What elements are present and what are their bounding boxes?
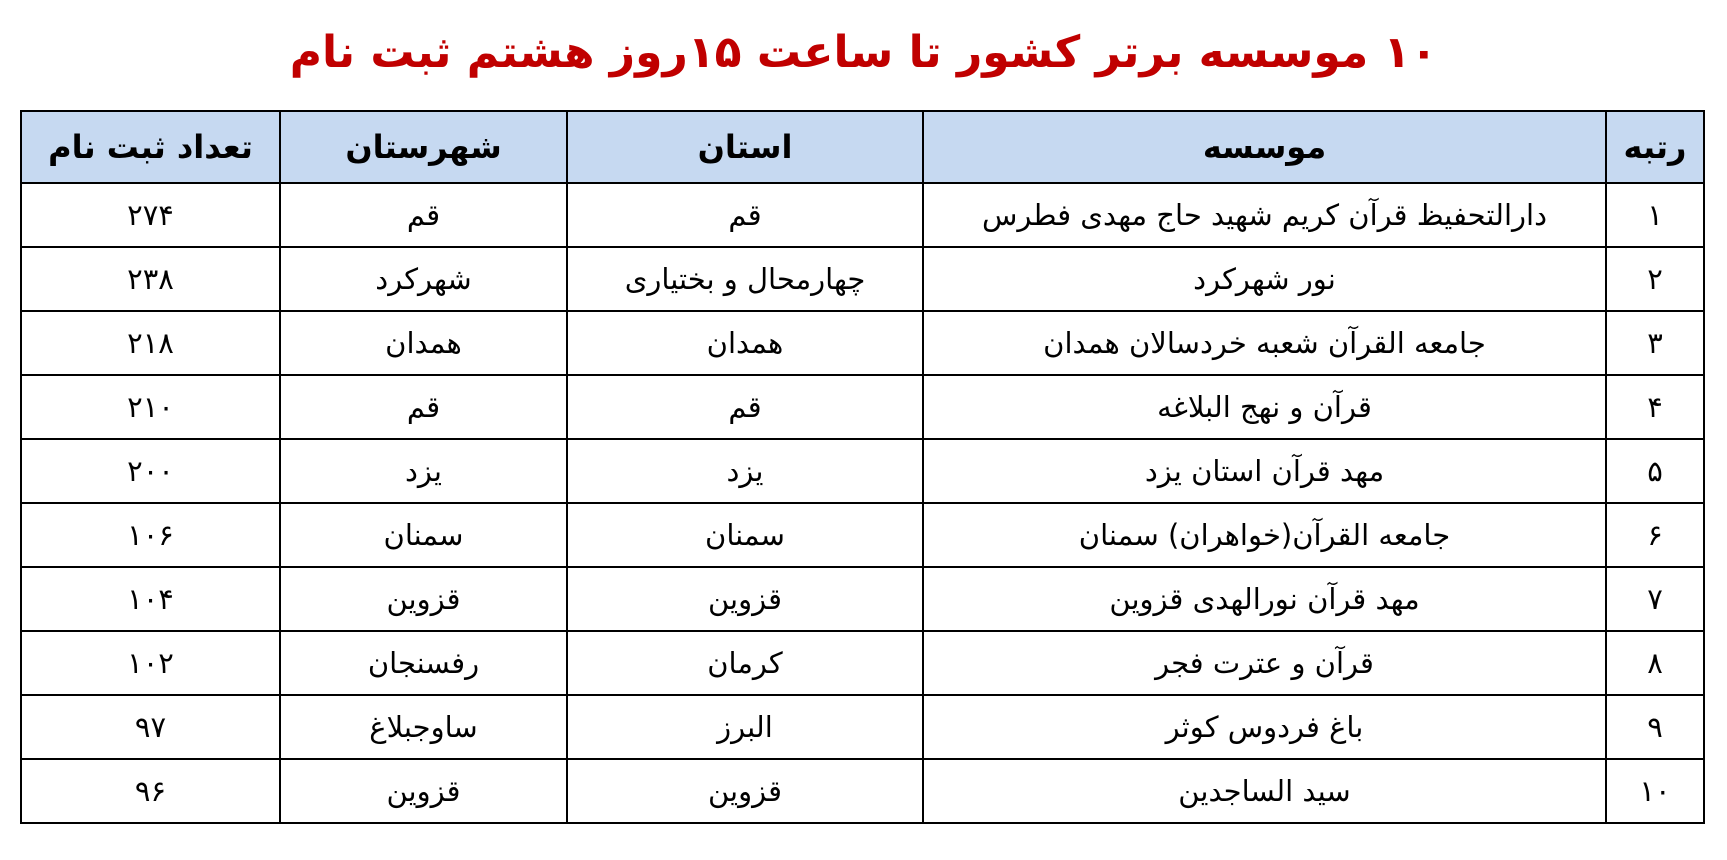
count-cell: ۱۰۶: [21, 503, 280, 567]
province-cell: کرمان: [567, 631, 923, 695]
province-cell: یزد: [567, 439, 923, 503]
rank-cell: ۱۰: [1606, 759, 1704, 823]
table-row: [21, 183, 1704, 247]
province-cell: قم: [567, 183, 923, 247]
province-cell: سمنان: [567, 503, 923, 567]
rank-cell: ۳: [1606, 311, 1704, 375]
table-row: [21, 631, 1704, 695]
city-cell: یزد: [280, 439, 567, 503]
count-cell: ۹۷: [21, 695, 280, 759]
rank-cell: ۲: [1606, 247, 1704, 311]
count-cell: ۹۶: [21, 759, 280, 823]
city-cell: قزوین: [280, 759, 567, 823]
institute-cell: سید الساجدین: [923, 759, 1606, 823]
page-title: ۱۰ موسسه برتر کشور تا ساعت ۱۵روز هشتم ثبت نام: [289, 27, 1438, 78]
city-cell: قم: [280, 375, 567, 439]
table-row: [21, 759, 1704, 823]
rank-cell: ۷: [1606, 567, 1704, 631]
city-cell: سمنان: [280, 503, 567, 567]
province-cell: قزوین: [567, 567, 923, 631]
table-row: [21, 695, 1704, 759]
institute-cell: دارالتحفیظ قرآن کریم شهید حاج مهدی فطرس: [923, 183, 1606, 247]
city-cell: قم: [280, 183, 567, 247]
count-cell: ۱۰۴: [21, 567, 280, 631]
institute-cell: جامعه القرآن شعبه خردسالان همدان: [923, 311, 1606, 375]
province-cell: البرز: [567, 695, 923, 759]
province-cell: چهارمحال و بختیاری: [567, 247, 923, 311]
count-cell: ۲۱۰: [21, 375, 280, 439]
rank-cell: ۶: [1606, 503, 1704, 567]
table-row: [21, 439, 1704, 503]
count-cell: ۲۱۸: [21, 311, 280, 375]
header-province: استان: [567, 111, 923, 183]
header-registration-count: تعداد ثبت نام: [21, 111, 280, 183]
table-header-row: [21, 111, 1704, 183]
institute-cell: جامعه القرآن(خواهران) سمنان: [923, 503, 1606, 567]
city-cell: ساوجبلاغ: [280, 695, 567, 759]
city-cell: قزوین: [280, 567, 567, 631]
province-cell: قم: [567, 375, 923, 439]
rank-cell: ۴: [1606, 375, 1704, 439]
institute-cell: باغ فردوس کوثر: [923, 695, 1606, 759]
ranking-table: [20, 110, 1705, 824]
institute-cell: مهد قرآن نورالهدی قزوین: [923, 567, 1606, 631]
header-rank: رتبه: [1606, 111, 1704, 183]
rank-cell: ۵: [1606, 439, 1704, 503]
table-row: [21, 503, 1704, 567]
count-cell: ۲۳۸: [21, 247, 280, 311]
institute-cell: نور شهرکرد: [923, 247, 1606, 311]
table-row: [21, 567, 1704, 631]
city-cell: شهرکرد: [280, 247, 567, 311]
city-cell: همدان: [280, 311, 567, 375]
table-row: [21, 311, 1704, 375]
table-row: [21, 375, 1704, 439]
header-city: شهرستان: [280, 111, 567, 183]
province-cell: قزوین: [567, 759, 923, 823]
institute-cell: مهد قرآن استان یزد: [923, 439, 1606, 503]
header-institute: موسسه: [923, 111, 1606, 183]
rank-cell: ۸: [1606, 631, 1704, 695]
province-cell: همدان: [567, 311, 923, 375]
institute-cell: قرآن و نهج البلاغه: [923, 375, 1606, 439]
rank-cell: ۹: [1606, 695, 1704, 759]
count-cell: ۲۷۴: [21, 183, 280, 247]
count-cell: ۲۰۰: [21, 439, 280, 503]
institute-cell: قرآن و عترت فجر: [923, 631, 1606, 695]
city-cell: رفسنجان: [280, 631, 567, 695]
table-row: [21, 247, 1704, 311]
count-cell: ۱۰۲: [21, 631, 280, 695]
rank-cell: ۱: [1606, 183, 1704, 247]
